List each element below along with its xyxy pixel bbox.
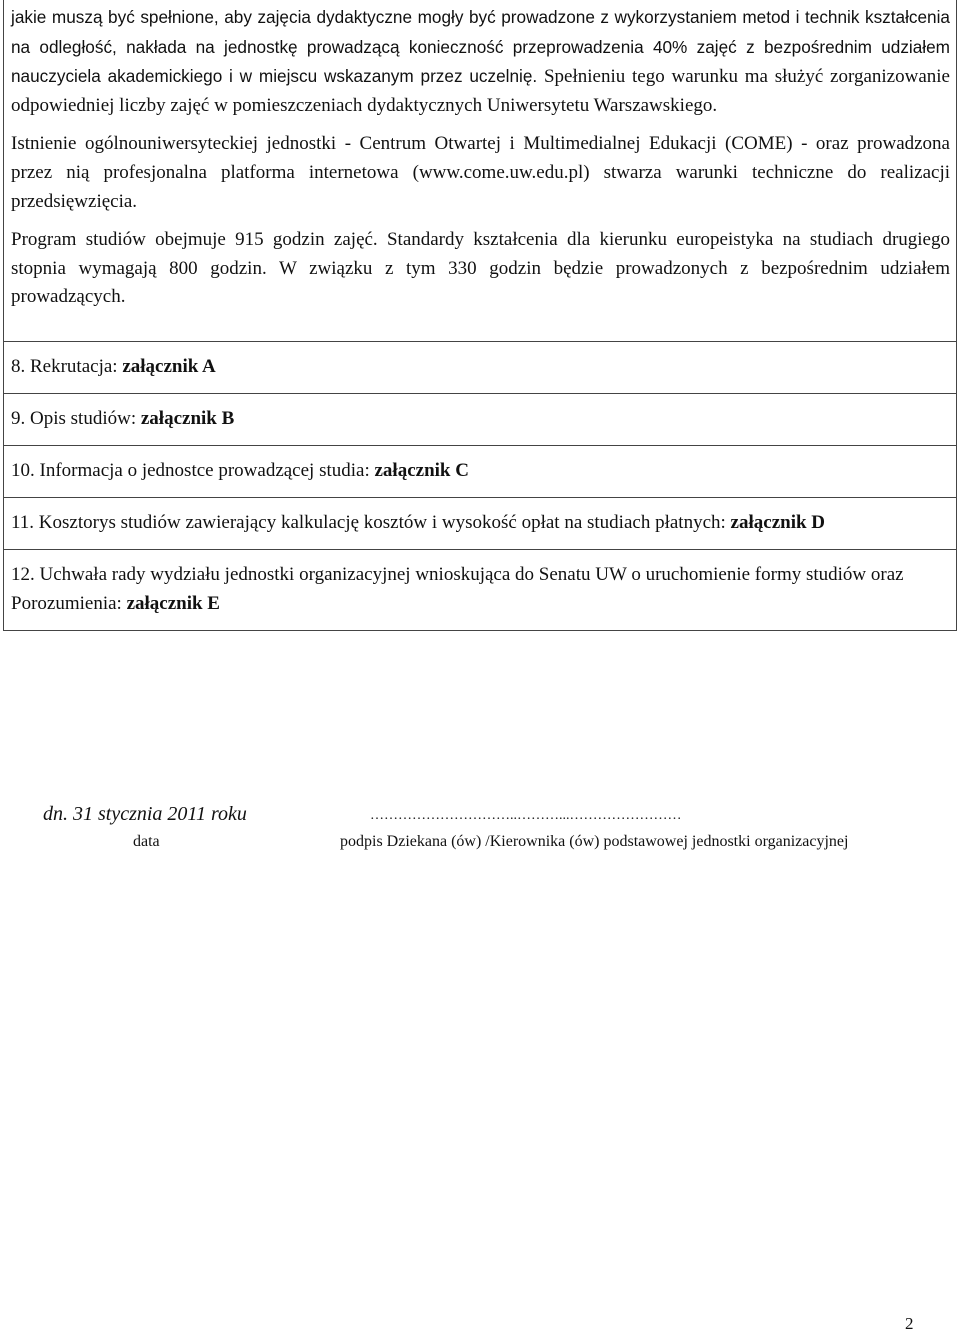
signature-line: …………………………..………...……………………	[370, 808, 682, 823]
paragraph-program-hours-part2: Standardy kształcenia dla kierunku europeistyka na studiach drugiego stopnia wymagają 800 godzin. W związku z tym 330 godzin będzie prowadzonych z bezpośrednim udziałem prowadzących.	[11, 229, 950, 308]
paragraph-program-hours-part1: Program studiów obejmuje 915 godzin zajęć.	[11, 229, 378, 251]
attachment-ref: załącznik B	[140, 408, 235, 429]
list-item-12	[4, 549, 956, 630]
item-label: 9. Opis studiów:	[11, 408, 141, 429]
attachment-ref: załącznik E	[126, 592, 220, 614]
attachment-ref: załącznik C	[374, 460, 469, 481]
page-number: 2	[905, 1314, 914, 1333]
list-item-9	[4, 393, 956, 445]
attachment-ref: załącznik A	[122, 356, 216, 377]
signature-label: podpis Dziekana (ów) /Kierownika (ów) podstawowej jednostki organizacyjnej	[340, 833, 849, 850]
paragraph-remote-learning-part1: jakie muszą być spełnione, aby zajęcia dydaktyczne mogły być prowadzone z wykorzystaniem metod i technik kształcenia na odległość, nakłada na jednostkę prowadzącą konieczność przeprowadzenia 40% zajęć z bezpośrednim udziałem nauczyciela akademickiego i w miejscu wskazanym przez uczelnię.	[11, 7, 950, 87]
paragraph-program-hours	[11, 226, 950, 312]
item-label: 12. Uchwała rady wydziału jednostki organizacyjnej wnioskująca do Senatu UW o uruchomienie formy studiów oraz Porozumienia:	[11, 564, 904, 614]
item-label: 10. Informacja o jednostce prowadzącej studia:	[11, 460, 375, 481]
list-item-11	[4, 497, 956, 549]
list-item-10	[4, 445, 956, 497]
document-table	[3, 0, 957, 631]
item-label: 8. Rekrutacja:	[11, 356, 123, 377]
paragraph-remote-learning-part2: Spełnieniu tego warunku ma służyć zorganizowanie odpowiedniej liczby zajęć w pomieszczeniach dydaktycznych Uniwersytetu Warszawskiego.	[11, 66, 950, 116]
signature-date-label: data	[133, 833, 160, 850]
text-cell	[4, 0, 956, 341]
attachment-ref: załącznik D	[730, 512, 826, 533]
item-label: 11. Kosztorys studiów zawierający kalkulację kosztów i wysokość opłat na studiach płatnych:	[11, 512, 731, 533]
paragraph-remote-learning	[11, 3, 950, 120]
paragraph-come: Istnienie ogólnouniwersyteckiej jednostki - Centrum Otwartej i Multimedialnej Edukacji (COME) - oraz prowadzona przez nią profesjonalna platforma internetowa (www.come.uw.edu.pl) stwarza warunki techniczne do realizacji przedsięwzięcia.	[11, 133, 950, 212]
list-item-8	[4, 341, 956, 393]
signature-date-value: dn. 31 stycznia 2011 roku	[43, 803, 247, 825]
